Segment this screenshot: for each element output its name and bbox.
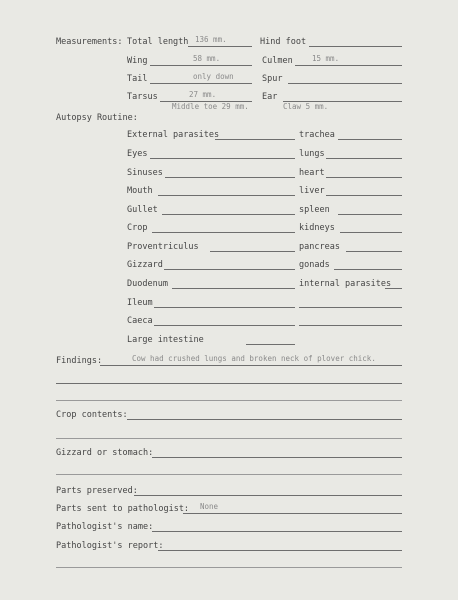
- spur-label: Spur: [262, 74, 283, 84]
- gizzard-line: [56, 474, 402, 475]
- autopsy-right-item: internal parasites: [299, 279, 392, 289]
- findings-line: [56, 383, 402, 384]
- autopsy-left-item: Caeca: [127, 316, 153, 326]
- autopsy-left-line: [154, 325, 295, 326]
- autopsy-right-line: [346, 251, 402, 252]
- claw-note: Claw 5 mm.: [283, 102, 329, 111]
- culmen-value: 15 mm.: [312, 54, 340, 63]
- autopsy-right-line: [326, 195, 402, 196]
- wing-value: 58 mm.: [193, 54, 221, 63]
- pathologist-name-line: [152, 531, 402, 532]
- autopsy-left-item: Eyes: [127, 149, 148, 159]
- tail-label: Tail: [127, 74, 148, 84]
- autopsy-right-item: heart: [299, 168, 325, 178]
- tarsus-value: 27 mm.: [189, 90, 217, 99]
- autopsy-left-line: [154, 307, 295, 308]
- crop-contents-line: [127, 419, 402, 420]
- autopsy-left-line: [246, 344, 295, 345]
- autopsy-right-line: [338, 139, 402, 140]
- crop-contents-line: [56, 438, 402, 439]
- autopsy-right-item: kidneys: [299, 223, 335, 233]
- autopsy-right-item: liver: [299, 186, 325, 196]
- autopsy-left-line: [158, 195, 295, 196]
- parts-sent-label: Parts sent to pathologist:: [56, 504, 190, 514]
- culmen-line: [295, 65, 402, 66]
- ear-label: Ear: [262, 92, 278, 102]
- parts-sent-value: None: [200, 502, 219, 511]
- autopsy-right-line: [338, 214, 402, 215]
- crop-contents-label: Crop contents:: [56, 410, 128, 420]
- parts-preserved-line: [134, 495, 402, 496]
- findings-line: [56, 400, 402, 401]
- autopsy-right-line: [385, 288, 402, 289]
- autopsy-left-line: [215, 139, 295, 140]
- gizzard-line: [152, 457, 402, 458]
- spur-line: [288, 83, 402, 84]
- total-length-value: 136 mm.: [195, 35, 227, 44]
- autopsy-left-item: Proventriculus: [127, 242, 199, 252]
- measurements-heading: Measurements:: [56, 37, 123, 47]
- parts-preserved-label: Parts preserved:: [56, 486, 138, 496]
- tail-line: [150, 83, 252, 84]
- autopsy-left-item: External parasites: [127, 130, 220, 140]
- hind-foot-line: [309, 46, 402, 47]
- pathologist-name-label: Pathologist's name:: [56, 522, 154, 532]
- autopsy-left-item: Large intestine: [127, 335, 204, 345]
- autopsy-left-line: [210, 251, 295, 252]
- autopsy-left-line: [162, 214, 295, 215]
- autopsy-left-line: [172, 288, 295, 289]
- tail-value: only down: [193, 72, 234, 81]
- autopsy-left-line: [150, 158, 295, 159]
- autopsy-right-item: spleen: [299, 205, 330, 215]
- pathologist-report-line: [158, 550, 402, 551]
- hind-foot-label: Hind foot: [260, 37, 307, 47]
- total-length-line: [188, 46, 252, 47]
- autopsy-heading: Autopsy Routine:: [56, 113, 138, 123]
- autopsy-right-item: lungs: [299, 149, 325, 159]
- culmen-label: Culmen: [262, 56, 293, 66]
- pathologist-report-label: Pathologist's report:: [56, 541, 164, 551]
- autopsy-left-line: [165, 177, 295, 178]
- autopsy-left-line: [164, 269, 295, 270]
- autopsy-left-item: Mouth: [127, 186, 153, 196]
- autopsy-left-item: Gullet: [127, 205, 158, 215]
- autopsy-right-line: [340, 232, 402, 233]
- autopsy-right-item: trachea: [299, 130, 335, 140]
- autopsy-right-line: [326, 158, 402, 159]
- autopsy-left-item: Crop: [127, 223, 148, 233]
- total-length-label: Total length: [127, 37, 189, 47]
- autopsy-left-item: Ileum: [127, 298, 153, 308]
- gizzard-label: Gizzard or stomach:: [56, 448, 154, 458]
- autopsy-right-line: [326, 177, 402, 178]
- autopsy-left-line: [152, 232, 295, 233]
- autopsy-right-item: gonads: [299, 260, 330, 270]
- wing-label: Wing: [127, 56, 148, 66]
- tarsus-label: Tarsus: [127, 92, 158, 102]
- findings-line: [100, 365, 402, 366]
- findings-label: Findings:: [56, 356, 103, 366]
- pathologist-report-line: [56, 567, 402, 568]
- autopsy-left-item: Duodenum: [127, 279, 168, 289]
- middle-toe-note: Middle toe 29 mm.: [172, 102, 249, 111]
- autopsy-right-item: pancreas: [299, 242, 340, 252]
- findings-value: Cow had crushed lungs and broken neck of plover chick.: [132, 354, 376, 363]
- autopsy-right-line: [334, 269, 402, 270]
- parts-sent-line: [183, 513, 402, 514]
- autopsy-left-item: Sinuses: [127, 168, 163, 178]
- autopsy-right-blank-line: [299, 307, 402, 308]
- autopsy-right-blank-line: [299, 325, 402, 326]
- autopsy-left-item: Gizzard: [127, 260, 163, 270]
- wing-line: [150, 65, 252, 66]
